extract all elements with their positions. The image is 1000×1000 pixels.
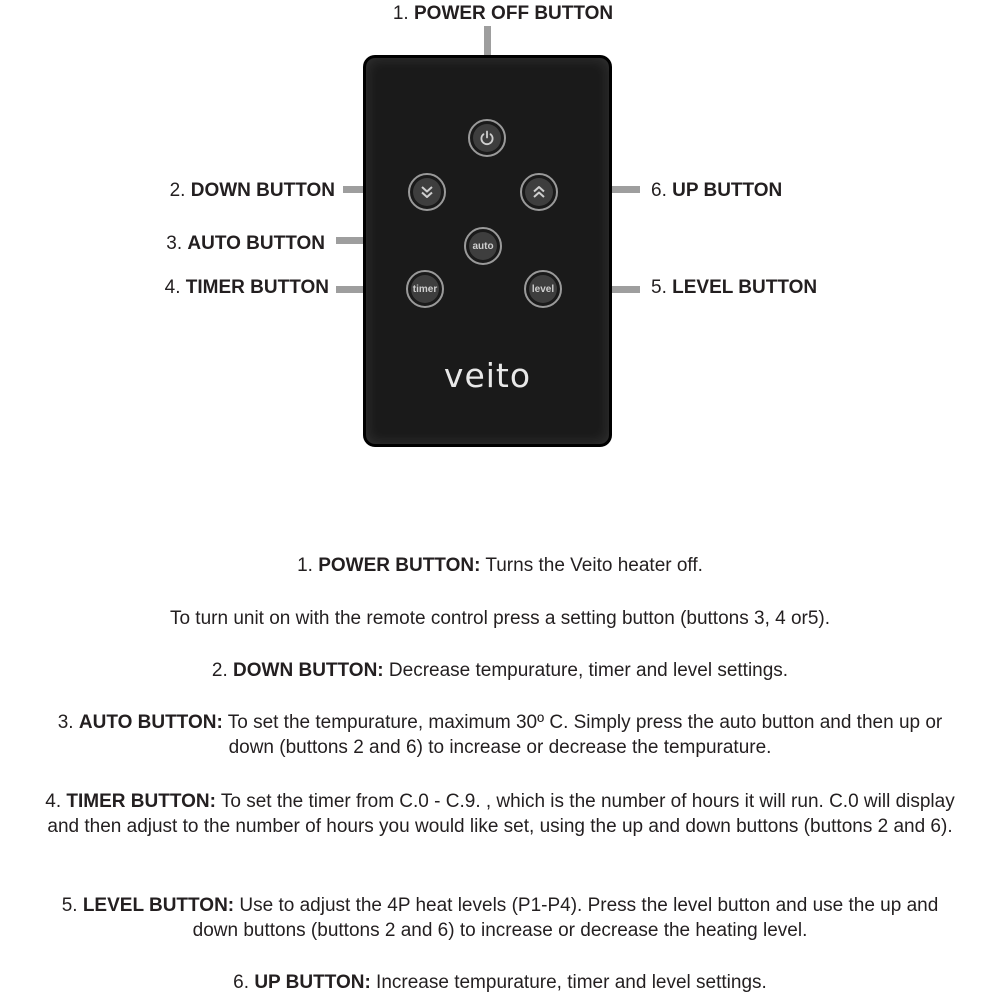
- description-text: Decrease tempurature, timer and level settings.: [383, 660, 789, 681]
- power-icon: [473, 124, 501, 152]
- description-number: 5.: [61, 895, 78, 916]
- description-text: To set the timer from C.0 - C.9. , which is the number of hours it will run. C.0 will display and then adjust to the number of hours you would like set, using the up and down buttons (buttons 2 and 6).: [47, 791, 955, 837]
- double-chevron-up-icon: [525, 178, 553, 206]
- description-text: Turns the Veito heater off.: [480, 555, 703, 576]
- remote-power-button[interactable]: [468, 119, 506, 157]
- remote-down-button[interactable]: [408, 173, 446, 211]
- description-number: 2.: [211, 660, 228, 681]
- auto-button-label: auto: [469, 232, 497, 260]
- description-auto: [0, 710, 1000, 760]
- description-level: [0, 893, 1000, 943]
- description-number: 1.: [297, 555, 313, 576]
- callout-number: 1.: [392, 3, 409, 24]
- remote-auto-button[interactable]: [464, 227, 502, 265]
- description-number: 4.: [45, 791, 62, 812]
- callout-auto: [166, 233, 325, 255]
- callout-number: 5.: [651, 277, 667, 298]
- description-label: AUTO BUTTON:: [78, 712, 223, 733]
- description-text: Use to adjust the 4P heat levels (P1-P4). Press the level button and use the up and down buttons (buttons 2 and 6) to increase or decrease the heating level.: [192, 895, 939, 941]
- double-chevron-down-icon: [413, 178, 441, 206]
- callout-label: UP BUTTON: [672, 180, 783, 201]
- callout-label: AUTO BUTTON: [187, 233, 325, 254]
- description-label: UP BUTTON:: [254, 972, 371, 993]
- callout-label: DOWN BUTTON: [190, 180, 335, 201]
- description-number: 3.: [57, 712, 74, 733]
- description-text: To set the tempurature, maximum 30º C. Simply press the auto button and then up or down (buttons 2 and 6) to increase or decrease the tempurature.: [222, 712, 943, 758]
- description-text: To turn unit on with the remote control press a setting button (buttons 3, 4 or5).: [169, 608, 831, 629]
- callout-power: [0, 3, 1000, 25]
- description-text: Increase tempurature, timer and level settings.: [370, 972, 767, 993]
- level-button-label: level: [529, 275, 557, 303]
- description-label: POWER BUTTON:: [318, 555, 481, 576]
- description-label: DOWN BUTTON:: [233, 660, 384, 681]
- description-timer: [0, 789, 1000, 839]
- callout-label: POWER OFF BUTTON: [414, 3, 614, 24]
- remote-up-button[interactable]: [520, 173, 558, 211]
- timer-button-label: timer: [411, 275, 439, 303]
- description-number: 6.: [233, 972, 250, 993]
- callout-number: 6.: [651, 180, 667, 201]
- description-up: [0, 970, 1000, 995]
- callout-up: [651, 180, 782, 202]
- callout-level: [651, 277, 817, 299]
- callout-down: [170, 180, 335, 202]
- description-label: TIMER BUTTON:: [66, 791, 216, 812]
- callout-timer: [165, 277, 329, 299]
- remote-diagram: [0, 0, 1000, 470]
- remote-timer-button[interactable]: [406, 270, 444, 308]
- remote-brand-logo: veito: [443, 356, 532, 395]
- description-label: LEVEL BUTTON:: [82, 895, 235, 916]
- callout-label: TIMER BUTTON: [185, 277, 329, 298]
- callout-number: 3.: [166, 233, 183, 254]
- callout-number: 2.: [169, 180, 186, 201]
- description-power-on-note: [0, 606, 1000, 631]
- description-down: [0, 658, 1000, 683]
- remote-level-button[interactable]: [524, 270, 562, 308]
- callout-number: 4.: [164, 277, 181, 298]
- callout-label: LEVEL BUTTON: [672, 277, 818, 298]
- description-power: [0, 553, 1000, 578]
